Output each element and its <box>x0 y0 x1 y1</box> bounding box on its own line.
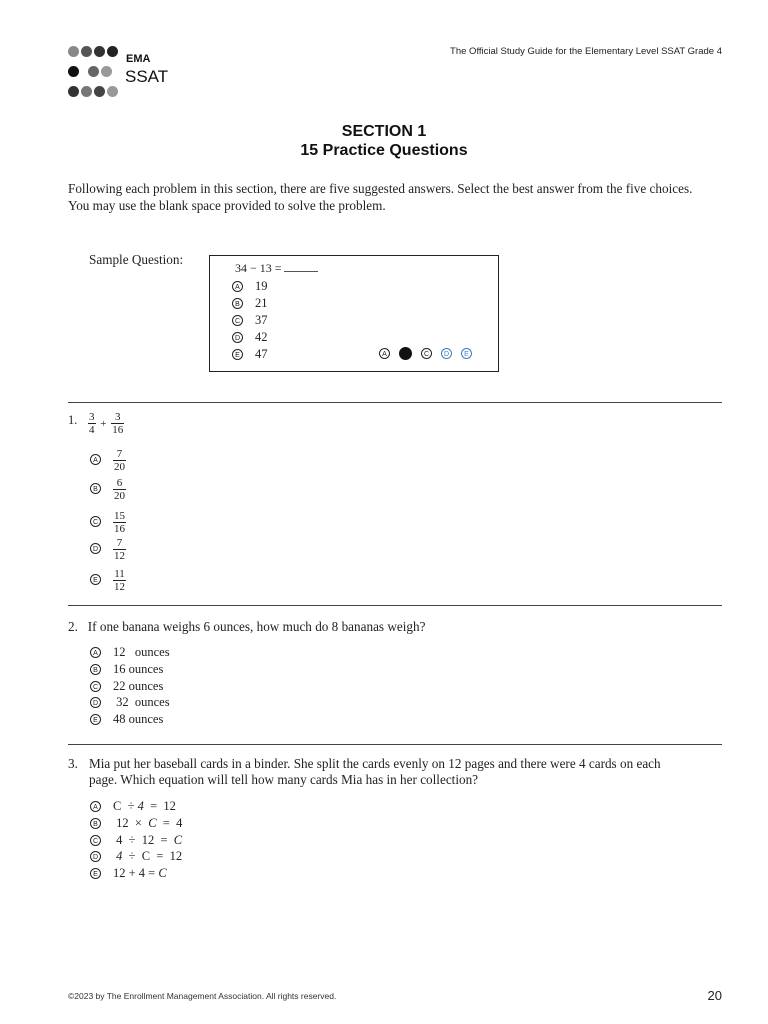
sample-option[interactable] <box>232 312 268 328</box>
q1-option[interactable] <box>90 448 126 473</box>
bubble-c-icon: C <box>90 681 101 692</box>
question-2-number: 2. <box>68 619 78 634</box>
option-variable: C <box>158 866 167 880</box>
ssat-logo <box>68 46 178 98</box>
sample-label: Sample Question: <box>89 252 184 267</box>
option-text: 12 ounces <box>113 645 170 659</box>
fraction: $\frac{7}{20}$ <box>114 448 125 473</box>
bubble-c-icon: C <box>90 835 101 846</box>
option-text: = 4 <box>156 816 183 830</box>
question-3-line-2: page. Which equation will tell how many cards Mia has in her collection? <box>89 772 479 787</box>
bubble-d-icon: D <box>90 697 101 708</box>
bubble-b-icon: B <box>90 664 101 675</box>
option-variable: 4 <box>137 799 144 813</box>
bubble-b-icon: B <box>90 483 101 494</box>
q3-option[interactable] <box>90 815 182 831</box>
bubble-a-icon: A <box>90 801 101 812</box>
bubble-d-icon: D <box>90 851 101 862</box>
page-number: 20 <box>707 988 722 1003</box>
fraction: $\frac{7}{12}$ <box>114 537 125 562</box>
bubble-d-icon: D <box>90 543 101 554</box>
fraction: $\frac{3}{16}$ <box>112 411 124 436</box>
instructions: Following each problem in this section, there are five suggested answers. Select the best answer from the five choices. You may use the blank space provided to solve the problem. <box>68 181 693 213</box>
section-heading <box>0 122 768 160</box>
logo-ema-text: EMA <box>126 53 151 65</box>
sample-option[interactable] <box>232 295 268 311</box>
sample-option[interactable] <box>232 329 268 345</box>
q2-option[interactable] <box>90 711 163 727</box>
section-subtitle: 15 Practice Questions <box>300 142 468 159</box>
q1-option[interactable] <box>90 510 126 535</box>
question-3-line-1: Mia put her baseball cards in a binder. She split the cards evenly on 12 pages and there were 4 cards on each <box>89 756 661 771</box>
bubble-b-icon: B <box>232 298 243 309</box>
q2-option[interactable] <box>90 678 163 694</box>
question-2-text: If one banana weighs 6 ounces, how much do 8 bananas weigh? <box>87 619 426 634</box>
sample-option[interactable] <box>232 346 268 362</box>
bubble-e-icon: E <box>232 349 243 360</box>
option-text: 22 ounces <box>113 679 164 693</box>
q2-option[interactable] <box>90 661 163 677</box>
bubble-e-icon: E <box>90 574 101 585</box>
option-text: = 12 <box>143 799 176 813</box>
copyright: ©2023 by The Enrollment Management Association. All rights reserved. <box>68 991 337 1001</box>
question-1-expression: $\frac{3}{4}$ + $\frac{3}{16}$ <box>89 411 124 436</box>
bubble-e-icon: E <box>90 714 101 725</box>
q3-option[interactable] <box>90 832 182 848</box>
answer-bubble-a-icon[interactable]: A <box>379 348 390 359</box>
logo-ssat-text: SSAT <box>125 67 169 86</box>
option-variable: 4 <box>116 849 123 863</box>
q1-option[interactable] <box>90 568 126 593</box>
bubble-a-icon: A <box>90 454 101 465</box>
fraction: $\frac{3}{4}$ <box>89 411 95 436</box>
option-text: 16 ounces <box>113 662 164 676</box>
option-variable: C <box>148 816 157 830</box>
option-text: 21 <box>255 296 268 310</box>
fraction: $\frac{11}{12}$ <box>114 568 125 593</box>
option-text: 48 ounces <box>113 712 164 726</box>
fraction: $\frac{15}{16}$ <box>114 510 125 535</box>
q3-option[interactable] <box>90 848 182 864</box>
q2-option[interactable] <box>90 644 170 660</box>
q1-option[interactable] <box>90 537 126 562</box>
option-text: 19 <box>255 279 268 293</box>
sample-answer-row <box>379 345 484 361</box>
bubble-e-icon: E <box>90 868 101 879</box>
option-text: ÷ C = 12 <box>122 849 183 863</box>
section-title: SECTION 1 <box>341 123 427 140</box>
sample-question-text: 34 − 13 = <box>235 261 282 275</box>
bubble-a-icon: A <box>90 647 101 658</box>
q1-option[interactable] <box>90 477 126 502</box>
divider <box>68 402 722 403</box>
question-3-number: 3. <box>68 756 78 771</box>
option-text: 37 <box>255 313 268 327</box>
q2-option[interactable] <box>90 694 170 710</box>
option-text: 32 ounces <box>113 695 170 709</box>
option-text: C ÷ <box>113 799 138 813</box>
answer-blank <box>284 261 318 272</box>
answer-bubble-c-icon[interactable]: C <box>421 348 432 359</box>
answer-bubble-e-icon[interactable]: E <box>461 348 472 359</box>
divider <box>68 744 722 745</box>
option-text: 42 <box>255 330 268 344</box>
option-text: 47 <box>255 347 268 361</box>
bubble-b-icon: B <box>90 818 101 829</box>
divider <box>68 605 722 606</box>
bubble-a-icon: A <box>232 281 243 292</box>
question-2 <box>68 619 425 635</box>
option-variable: C <box>173 833 183 847</box>
q3-option[interactable] <box>90 865 167 881</box>
question-3-text <box>89 756 729 788</box>
question-1-number: 1. <box>68 413 78 427</box>
bubble-c-icon: C <box>90 516 101 527</box>
option-text: 12 + 4 = <box>113 866 159 880</box>
q3-option[interactable] <box>90 798 176 814</box>
answer-bubble-d-icon[interactable]: D <box>441 348 452 359</box>
sample-option[interactable] <box>232 278 268 294</box>
sample-question <box>235 261 318 276</box>
bubble-d-icon: D <box>232 332 243 343</box>
logo-dots-icon <box>68 46 124 98</box>
option-text: 4 ÷ 12 = <box>113 833 174 847</box>
answer-bubble-filled-icon[interactable] <box>399 347 412 360</box>
fraction: $\frac{6}{20}$ <box>114 477 125 502</box>
option-text: 12 × <box>113 816 149 830</box>
guide-title: The Official Study Guide for the Elementary Level SSAT Grade 4 <box>450 46 722 57</box>
bubble-c-icon: C <box>232 315 243 326</box>
